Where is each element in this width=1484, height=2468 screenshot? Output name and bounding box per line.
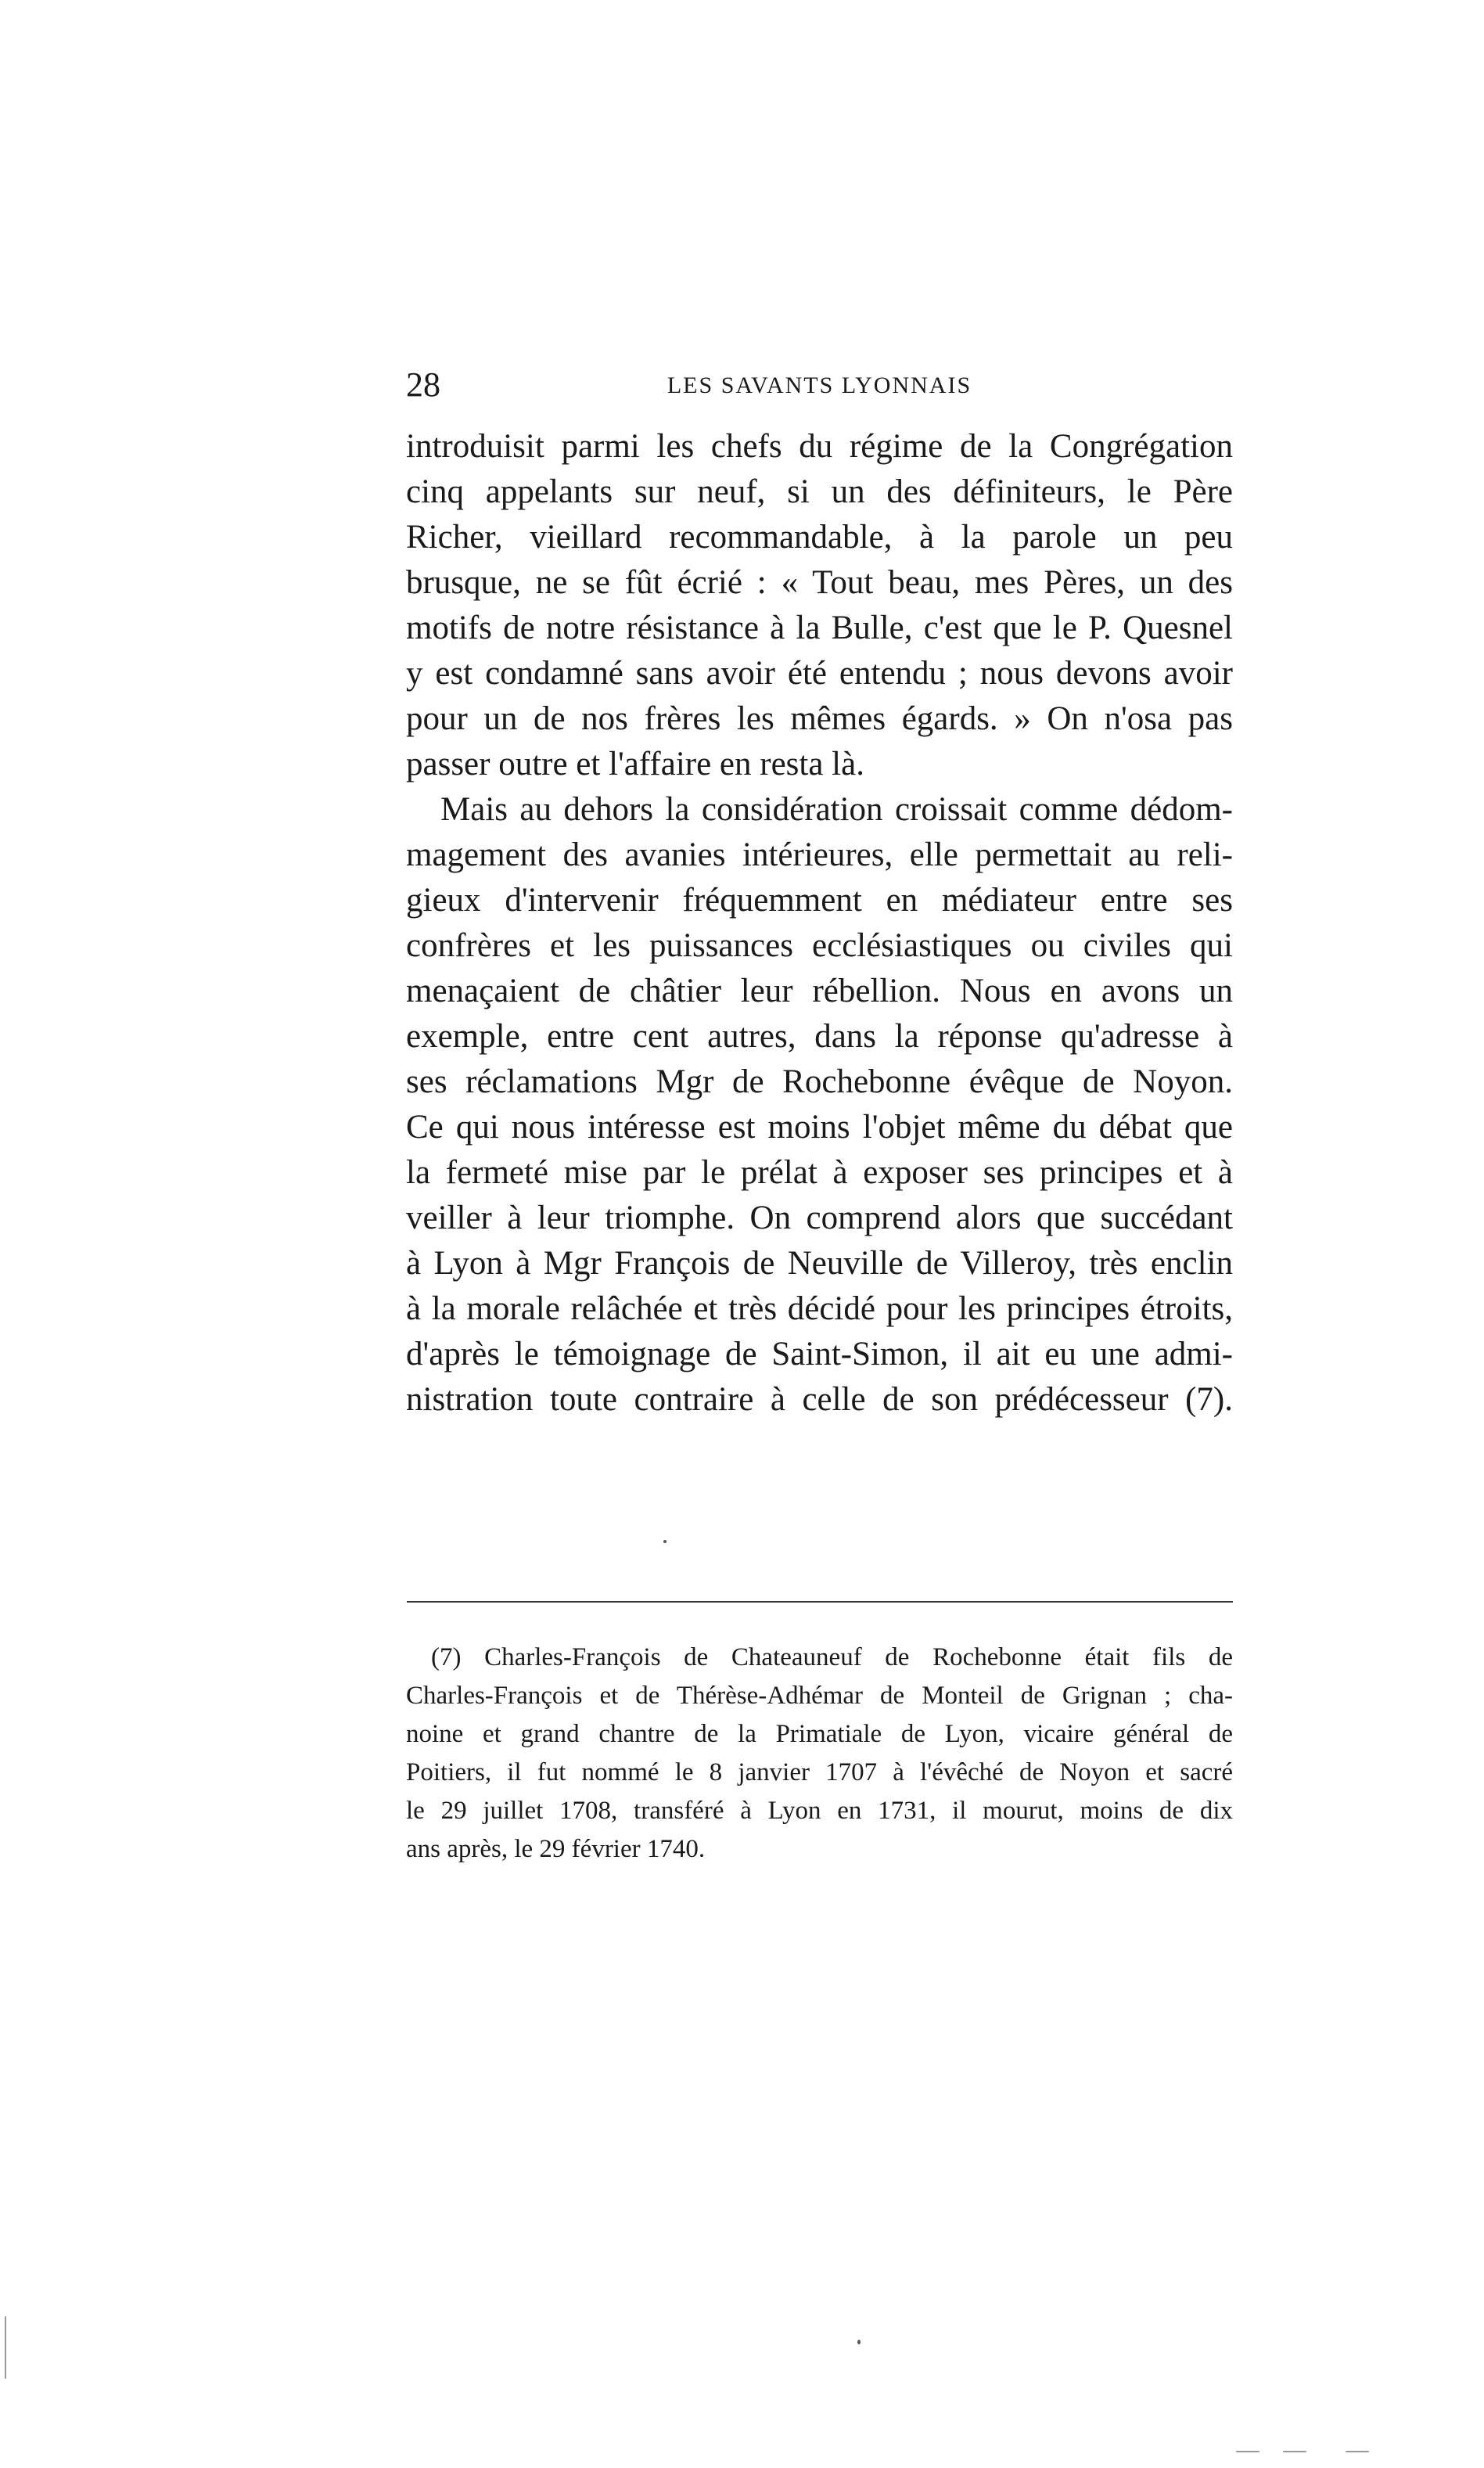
- text-line: brusque, ne se fût écrié : « Tout beau, mes Pères, un des: [406, 564, 1233, 601]
- text-line: exemple, entre cent autres, dans la réponse qu'adresse à: [406, 1018, 1233, 1055]
- text-line: à Lyon à Mgr François de Neuville de Villeroy, très enclin: [406, 1245, 1233, 1282]
- text-line: Ce qui nous intéresse est moins l'objet même du débat que: [406, 1109, 1233, 1146]
- footnote-line: le 29 juillet 1708, transféré à Lyon en 1731, il mourut, moins de dix: [406, 1797, 1233, 1825]
- scan-speck: [857, 2340, 861, 2344]
- text-line: menaçaient de châtier leur rébellion. Nous en avons un: [406, 973, 1233, 1009]
- scan-speck: [1346, 2451, 1369, 2452]
- text-line: ses réclamations Mgr de Rochebonne évêque de Noyon.: [406, 1063, 1233, 1100]
- scan-speck: [1283, 2451, 1306, 2452]
- page-header: [406, 362, 1233, 408]
- footnote-line: (7) Charles-François de Chateauneuf de Rochebonne était fils de: [431, 1643, 1233, 1671]
- text-line: gieux d'intervenir fréquemment en médiateur entre ses: [406, 882, 1233, 919]
- text-line: nistration toute contraire à celle de son prédécesseur (7).: [406, 1381, 1233, 1418]
- text-line: pour un de nos frères les mêmes égards. » On n'osa pas: [406, 700, 1233, 737]
- footnote-line: ans après, le 29 février 1740.: [406, 1835, 706, 1863]
- text-line: Mais au dehors la considération croissait comme dédom-: [440, 791, 1233, 828]
- footnote-divider: [407, 1601, 1233, 1603]
- body-text: [406, 424, 1233, 1423]
- text-line: confrères et les puissances ecclésiastiques ou civiles qui: [406, 927, 1233, 964]
- scan-speck: [663, 1540, 667, 1543]
- scan-speck: [5, 2316, 6, 2379]
- footnote: [406, 1639, 1233, 1869]
- text-line: passer outre et l'affaire en resta là.: [406, 746, 864, 782]
- scan-speck: [1236, 2451, 1259, 2452]
- text-line: à la morale relâchée et très décidé pour les principes étroits,: [406, 1290, 1233, 1327]
- text-line: motifs de notre résistance à la Bulle, c'est que le P. Quesnel: [406, 610, 1233, 646]
- text-line: Richer, vieillard recommandable, à la parole un peu: [406, 519, 1233, 556]
- text-line: veiller à leur triomphe. On comprend alors que succédant: [406, 1200, 1233, 1236]
- footnote-line: Poitiers, il fut nommé le 8 janvier 1707 à l'évêché de Noyon et sacré: [406, 1758, 1233, 1786]
- text-line: magement des avanies intérieures, elle permettait au reli-: [406, 836, 1233, 873]
- text-line: introduisit parmi les chefs du régime de la Congrégation: [406, 428, 1233, 465]
- text-line: y est condamné sans avoir été entendu ; nous devons avoir: [406, 655, 1233, 692]
- text-line: d'après le témoignage de Saint-Simon, il ait eu une admi-: [406, 1336, 1233, 1373]
- running-title: LES SAVANTS LYONNAIS: [667, 372, 972, 398]
- footnote-line: Charles-François et de Thérèse-Adhémar de Monteil de Grignan ; cha-: [406, 1682, 1233, 1710]
- text-line: cinq appelants sur neuf, si un des définiteurs, le Père: [406, 473, 1233, 510]
- footnote-line: noine et grand chantre de la Primatiale de Lyon, vicaire général de: [406, 1720, 1233, 1748]
- text-line: la fermeté mise par le prélat à exposer ses principes et à: [406, 1154, 1233, 1191]
- page-number: 28: [406, 365, 440, 404]
